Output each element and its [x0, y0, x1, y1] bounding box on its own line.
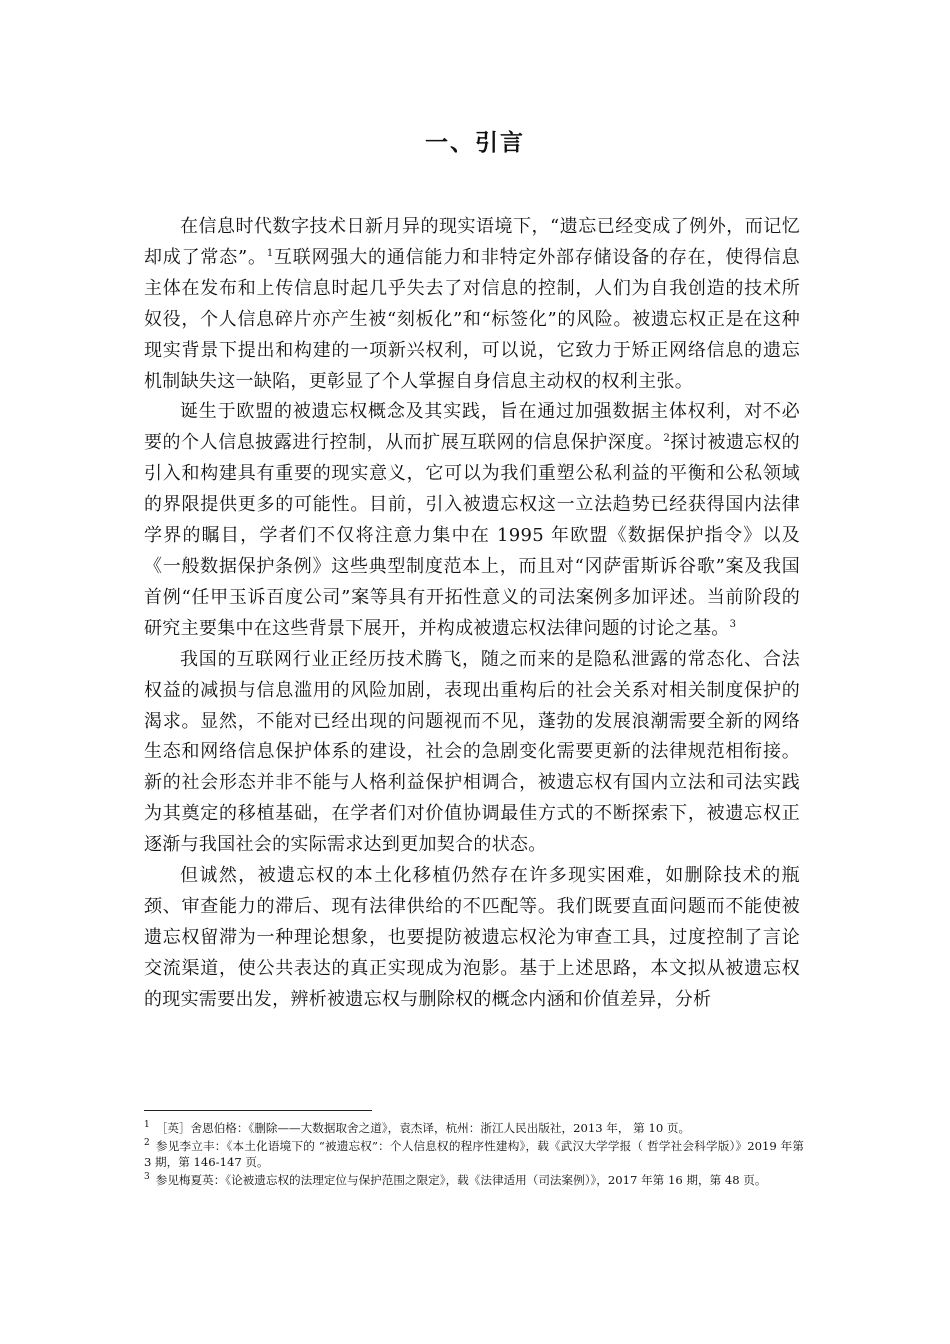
paragraph-4: 但诚然，被遗忘权的本土化移植仍然存在许多现实困难，如删除技术的瓶颈、审查能力的滞后、现有法律供给的不匹配等。我们既要直面问题而不能使被遗忘权留滞为一种理论想象，也要提防被遗忘权沦为审查工具，过度控制了言论交流渠道，使公共表达的真正实现成为泡影。基于上述思路，本文拟从被遗忘权的现实需要出发，辨析被遗忘权与删除权的概念内涵和价值差异，分析 — [144, 865, 800, 1010]
paragraph-text: 探讨被遗忘权的引入和构建具有重要的现实意义，它可以为我们重塑公私利益的平衡和公私领域的界限提供更多的可能性。目前，引入被遗忘权这一立法趋势已经获得国内法律学界的瞩目，学者们不仅将注意力集中在 1995 年欧盟《数据保护指令》以及《一般数据保护条例》这些典型制度范本上，而且对“冈萨雷斯诉谷歌”案及我国首例“任甲玉诉百度公司”案等具有开拓性意义的司法案例多加评述。当前阶段的研究主要集中在这些背景下展开，并构成被遗忘权法律问题的讨论之基。 — [144, 432, 800, 639]
paragraph-text: 诞生于欧盟的被遗忘权概念及其实践，旨在通过加强数据主体权利，对不必要的个人信息披露进行控制，从而扩展互联网的信息保护深度。 — [144, 401, 800, 454]
body-text — [144, 212, 800, 1016]
footnote-3 — [144, 1172, 804, 1188]
footnote-number: 3 — [144, 1172, 150, 1183]
paragraph-text: 在信息时代数字技术日新月异的现实语境下，“遗忘已经变成了例外，而记忆却成了常态”。 — [144, 216, 800, 268]
footnote-number: 2 — [144, 1138, 150, 1149]
footnote-text: 参见梅夏英：《论被遗忘权的法理定位与保护范围之限定》，载《法律适用（司法案例）》，2017 年第 16 期，第 48 页。 — [155, 1173, 767, 1187]
footnote-ref-3[interactable]: 3 — [729, 618, 737, 630]
footnote-text: 参见李立丰：《本土化语境下的 “被遗忘权”：个人信息权的程序性建构》，载《武汉大学学报（ 哲学社会科学版）》2019 年第 3 期，第 146-147 页。 — [144, 1139, 804, 1169]
paragraph-3: 我国的互联网行业正经历技术腾飞，随之而来的是隐私泄露的常态化、合法权益的减损与信息滥用的风险加剧，表现出重构后的社会关系对相关制度保护的渴求。显然，不能对已经出现的问题视而不见，蓬勃的发展浪潮需要全新的网络生态和网络信息保护体系的建设，社会的急剧变化需要更新的法律规范相衔接。新的社会形态并非不能与人格利益保护相调合，被遗忘权有国内立法和司法实践为其奠定的移植基础，在学者们对价值协调最佳方式的不断探索下，被遗忘权正逐渐与我国社会的实际需求达到更加契合的状态。 — [144, 648, 800, 856]
footnote-number: 1 — [144, 1120, 150, 1131]
footnote-separator — [144, 1110, 372, 1111]
paragraph-text: 互联网强大的通信能力和非特定外部存储设备的存在，使得信息主体在发布和上传信息时起几乎失去了对信息的控制，人们为自我创造的技术所奴役，个人信息碎片亦产生被“刻板化”和“标签化”的风险。被遗忘权正是在这种现实背景下提出和构建的一项新兴权利，可以说，它致力于矫正网络信息的遗忘机制缺失这一缺陷，更彰显了个人掌握自身信息主动权的权利主张。 — [144, 246, 800, 392]
footnote-text: ［英］舍恩伯格：《删除——大数据取舍之道》，袁杰译，杭州：浙江人民出版社，2013 年， 第 10 页。 — [155, 1121, 691, 1135]
section-title: 一、引言 — [425, 130, 525, 156]
paragraph-1 — [144, 212, 800, 397]
paragraph-2 — [144, 397, 800, 644]
footnote-2 — [144, 1138, 804, 1170]
footnote-ref-1[interactable]: 1 — [266, 247, 274, 259]
footnote-ref-2[interactable]: 2 — [663, 433, 671, 445]
footnote-1 — [144, 1120, 804, 1136]
footnotes — [144, 1120, 804, 1190]
